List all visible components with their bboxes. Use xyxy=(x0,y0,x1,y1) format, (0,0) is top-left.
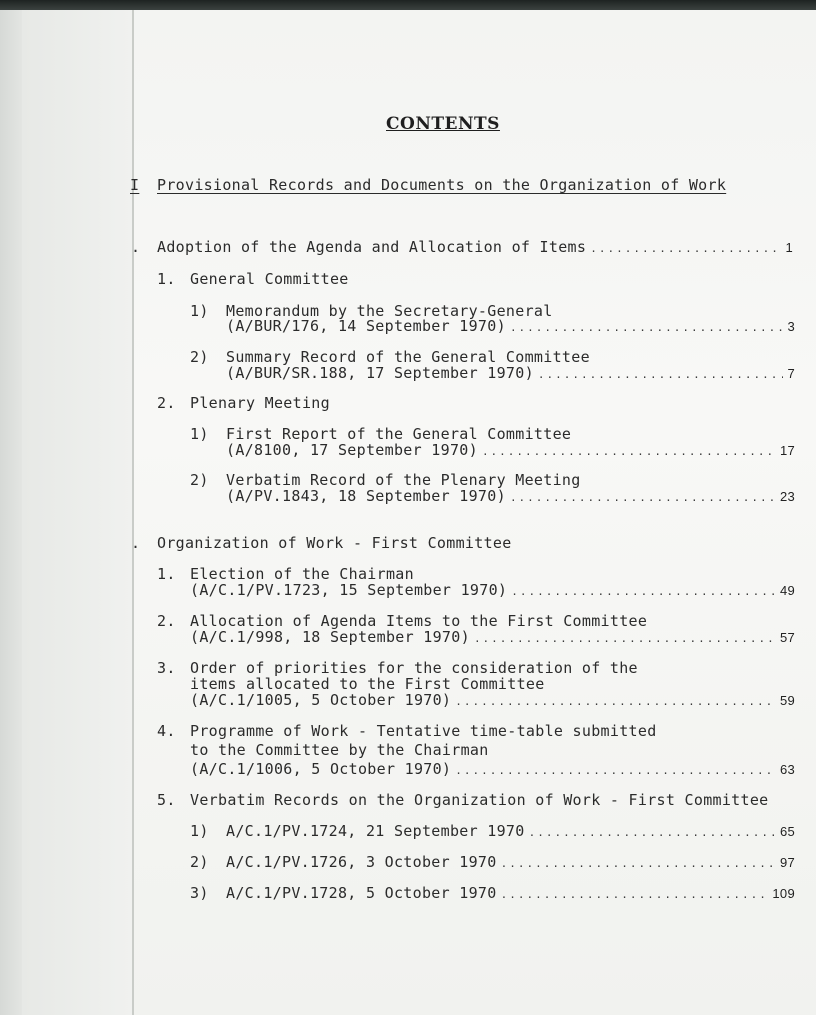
toc-entry-agenda xyxy=(157,238,793,256)
record-number: 2) xyxy=(190,853,209,871)
scan-left-edge xyxy=(0,10,22,1015)
dot-leader xyxy=(538,368,784,381)
item-reference: (A/C.1/PV.1723, 15 September 1970) xyxy=(190,581,508,599)
toc-entry-pv1726 xyxy=(226,853,795,871)
toc-entry-pv1724 xyxy=(226,822,795,840)
item-number: 2) xyxy=(190,348,209,366)
dot-leader xyxy=(510,321,784,334)
page-number: 63 xyxy=(779,762,795,777)
page-number: 49 xyxy=(779,583,795,598)
subsection-heading: Plenary Meeting xyxy=(190,394,330,412)
item-number: 5. xyxy=(157,791,176,809)
toc-entry-allocation xyxy=(190,628,795,646)
item-title: Verbatim Records on the Organization of Work - First Committee xyxy=(190,791,769,809)
item-reference: (A/C.1/998, 18 September 1970) xyxy=(190,628,470,646)
item-reference: (A/8100, 17 September 1970) xyxy=(226,441,478,459)
page-number: 23 xyxy=(779,489,795,504)
item-title: Allocation of Agenda Items to the First Committee xyxy=(190,612,648,630)
item-title: Memorandum by the Secretary-General xyxy=(226,302,553,320)
dot-leader xyxy=(455,764,776,777)
record-reference: A/C.1/PV.1726, 3 October 1970 xyxy=(226,853,497,871)
dot-leader xyxy=(474,632,776,645)
item-title: Verbatim Record of the Plenary Meeting xyxy=(226,471,581,489)
toc-entry-priorities xyxy=(190,691,795,709)
contents-title: CONTENTS xyxy=(386,114,500,134)
subsection-heading: General Committee xyxy=(190,270,349,288)
page-number: 57 xyxy=(779,630,795,645)
toc-entry-verbatim-plenary xyxy=(226,487,795,505)
item-title: Order of priorities for the consideration of the xyxy=(190,659,638,677)
record-number: 3) xyxy=(190,884,209,902)
scan-top-edge xyxy=(0,0,816,10)
item-number: 3. xyxy=(157,659,176,677)
page-number: 97 xyxy=(779,855,795,870)
record-number: 1) xyxy=(190,822,209,840)
page-number: 65 xyxy=(779,824,795,839)
part-numeral: I xyxy=(130,176,140,194)
item-reference: (A/C.1/1005, 5 October 1970) xyxy=(190,691,452,709)
item-title: Summary Record of the General Committee xyxy=(226,348,590,366)
item-title: Programme of Work - Tentative time-table submitted xyxy=(190,722,657,740)
item-number: 1. xyxy=(157,565,176,583)
dot-leader xyxy=(482,445,776,458)
item-number: 2) xyxy=(190,471,209,489)
item-reference: (A/PV.1843, 18 September 1970) xyxy=(226,487,506,505)
section-heading: Organization of Work - First Committee xyxy=(157,534,512,552)
item-title-continued: to the Committee by the Chairman xyxy=(190,741,489,759)
subsection-number: 1. xyxy=(157,270,176,288)
page-number: 17 xyxy=(779,443,795,458)
page-number: 3 xyxy=(787,319,795,334)
page-number: 7 xyxy=(787,366,795,381)
item-number: 4. xyxy=(157,722,176,740)
toc-entry-memorandum xyxy=(226,317,795,335)
page-number: 1 xyxy=(785,240,793,255)
page-number: 59 xyxy=(779,693,795,708)
record-reference: A/C.1/PV.1728, 5 October 1970 xyxy=(226,884,497,902)
item-title-continued: items allocated to the First Committee xyxy=(190,675,545,693)
binding-margin xyxy=(22,10,134,1015)
page-number: 109 xyxy=(772,886,795,901)
item-number: 1) xyxy=(190,425,209,443)
dot-leader xyxy=(590,242,781,255)
item-reference: (A/C.1/1006, 5 October 1970) xyxy=(190,760,452,778)
item-number: 1) xyxy=(190,302,209,320)
toc-entry-first-report xyxy=(226,441,795,459)
record-reference: A/C.1/PV.1724, 21 September 1970 xyxy=(226,822,525,840)
dot-leader xyxy=(529,826,776,839)
section-bullet: . xyxy=(131,238,141,256)
dot-leader xyxy=(455,695,776,708)
toc-entry-label: Adoption of the Agenda and Allocation of Items xyxy=(157,238,587,256)
dot-leader xyxy=(511,585,776,598)
toc-entry-programme xyxy=(190,760,795,778)
item-reference: (A/BUR/176, 14 September 1970) xyxy=(226,317,506,335)
dot-leader xyxy=(501,857,776,870)
item-number: 2. xyxy=(157,612,176,630)
toc-entry-pv1728 xyxy=(226,884,795,902)
section-bullet: . xyxy=(131,534,141,552)
toc-entry-election xyxy=(190,581,795,599)
dot-leader xyxy=(501,888,769,901)
part-heading: Provisional Records and Documents on the Organization of Work xyxy=(157,176,727,194)
item-title: First Report of the General Committee xyxy=(226,425,572,443)
dot-leader xyxy=(510,491,776,504)
subsection-number: 2. xyxy=(157,394,176,412)
toc-entry-summary-record xyxy=(226,364,795,382)
item-reference: (A/BUR/SR.188, 17 September 1970) xyxy=(226,364,534,382)
item-title: Election of the Chairman xyxy=(190,565,414,583)
